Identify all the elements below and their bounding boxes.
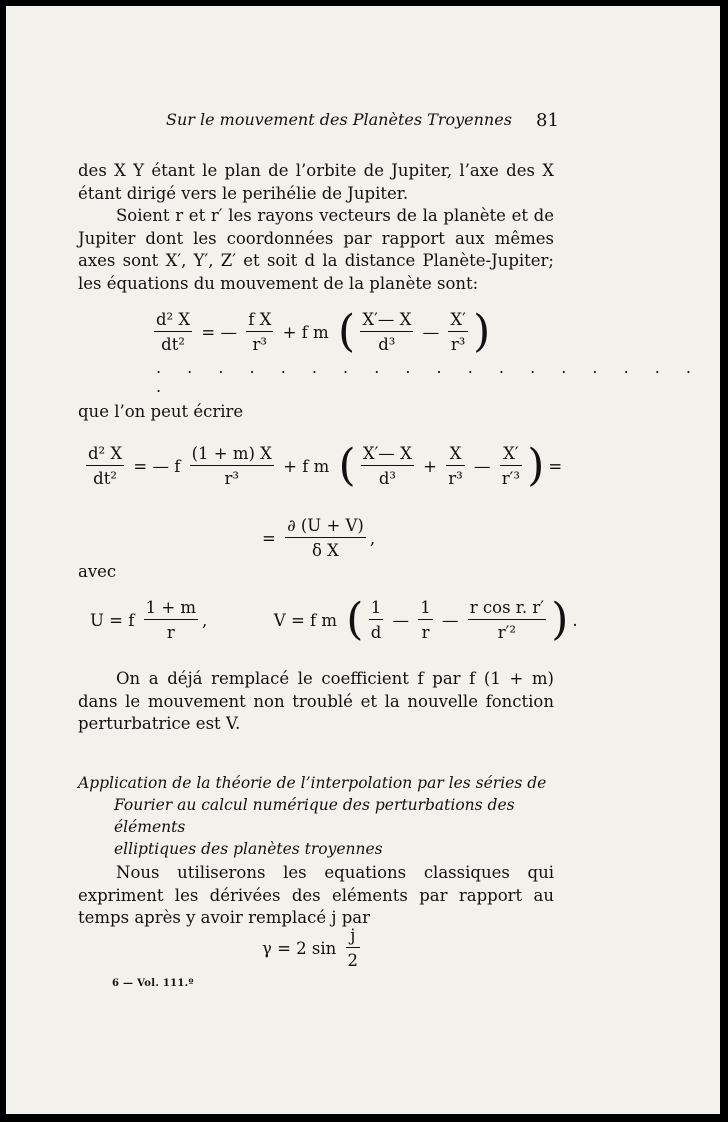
equation-4: U = f $\frac{1 + m}{r}$ , V = f m ( $\frac{1}{d}$ — $\frac{1}{r}$ — $\frac{\text{r cos r. r′}}{\text{r′²}}$ ) . — [90, 594, 578, 645]
section-title — [78, 772, 558, 860]
section-title-line1: Application de la théorie de l’interpolation par les séries de — [78, 774, 547, 792]
page-number: 81 — [536, 110, 559, 131]
eq2-term2: $\frac{X'— X}{\text{d³}}$ — [362, 444, 412, 488]
dotted-line: . . . . . . . . . . . . . . . . . . . — [156, 358, 702, 396]
eq2-term1: $\frac{(1 + m) X}{\text{r³}}$ — [191, 444, 272, 488]
paragraph-4: Nous utiliserons les equations classiques qui expriment les dérivées des eléments par rapport au temps après y avoir remplacé j par — [78, 863, 554, 927]
eq1-term3: $\frac{X'}{\text{r³}}$ — [450, 310, 466, 354]
eq4-v3: $\frac{\text{r cos r. r′}}{\text{r′²}}$ — [469, 598, 544, 642]
section-title-line2: Fourier au calcul numérique des perturbations des éléments — [114, 796, 515, 836]
eq4-v1: $\frac{1}{d}$ — [370, 598, 382, 642]
equation-3: = $\frac{\partial (U + V)}{\text{δ X}}$ , — [262, 516, 376, 560]
section-title-line3: elliptiques des planètes troyennes — [114, 840, 383, 858]
eq2-term3: $\frac{X}{\text{r³}}$ — [448, 444, 463, 488]
eq5-fraction: $\frac{j}{2}$ — [347, 926, 359, 970]
eq4-u-fraction: $\frac{1 + m}{r}$ — [145, 598, 197, 642]
que-text: que l’on peut écrire — [78, 402, 244, 421]
equation-1: $\frac{\text{d² X}}{\text{dt²}}$ = — $\frac{\text{f X}}{\text{r³}}$ + f m ( $\frac{X'— X}{\text{d³}}$ — $\frac{X'}{\text{r³}}$ ) — [156, 306, 491, 357]
avec-text: avec — [78, 562, 117, 581]
paragraph-3: On a déjá remplacé le coefficient f par f (1 + m) dans le mouvement non troublé et la nouvelle fonction perturbatrice est V. — [78, 669, 554, 733]
eq2-term4: $\frac{X'}{\text{r′³}}$ — [501, 444, 520, 488]
eq2-lhs: $\frac{\text{d² X}}{\text{dt²}}$ — [88, 444, 123, 488]
running-header: Sur le mouvement des Planètes Troyennes — [166, 110, 512, 129]
equation-2: $\frac{\text{d² X}}{\text{dt²}}$ = — f $\frac{(1 + m) X}{\text{r³}}$ + f m ( $\frac{X'— X}{\text{d³}}$ + $\frac{X}{\text{r³}}$ — $\frac{X'}{\text{r′³}}$ ) = — [88, 440, 563, 491]
footer-signature: 6 — Vol. 111.º — [112, 978, 194, 989]
eq4-v2: $\frac{1}{r}$ — [420, 598, 431, 642]
eq3-fraction: $\frac{\partial (U + V)}{\text{δ X}}$ — [287, 516, 364, 560]
page — [6, 6, 720, 1114]
eq1-term2: $\frac{X'— X}{\text{d³}}$ — [362, 310, 412, 354]
paragraph-2: Soient r et r′ les rayons vecteurs de la planète et de Jupiter dont les coordonnées par rapport aux mêmes axes sont X′, Y′, Z′ et soit d la distance Planète-Jupiter; les équations du mouvement de la planète sont: — [78, 206, 554, 293]
eq1-lhs: $\frac{\text{d² X}}{\text{dt²}}$ — [156, 310, 191, 354]
equation-5: γ = 2 sin $\frac{j}{2}$ — [262, 926, 359, 970]
eq1-term1: $\frac{\text{f X}}{\text{r³}}$ — [248, 310, 272, 354]
paragraph-1: des X Y étant le plan de l’orbite de Jupiter, l’axe des X étant dirigé vers le perihélie de Jupiter. — [78, 161, 554, 203]
